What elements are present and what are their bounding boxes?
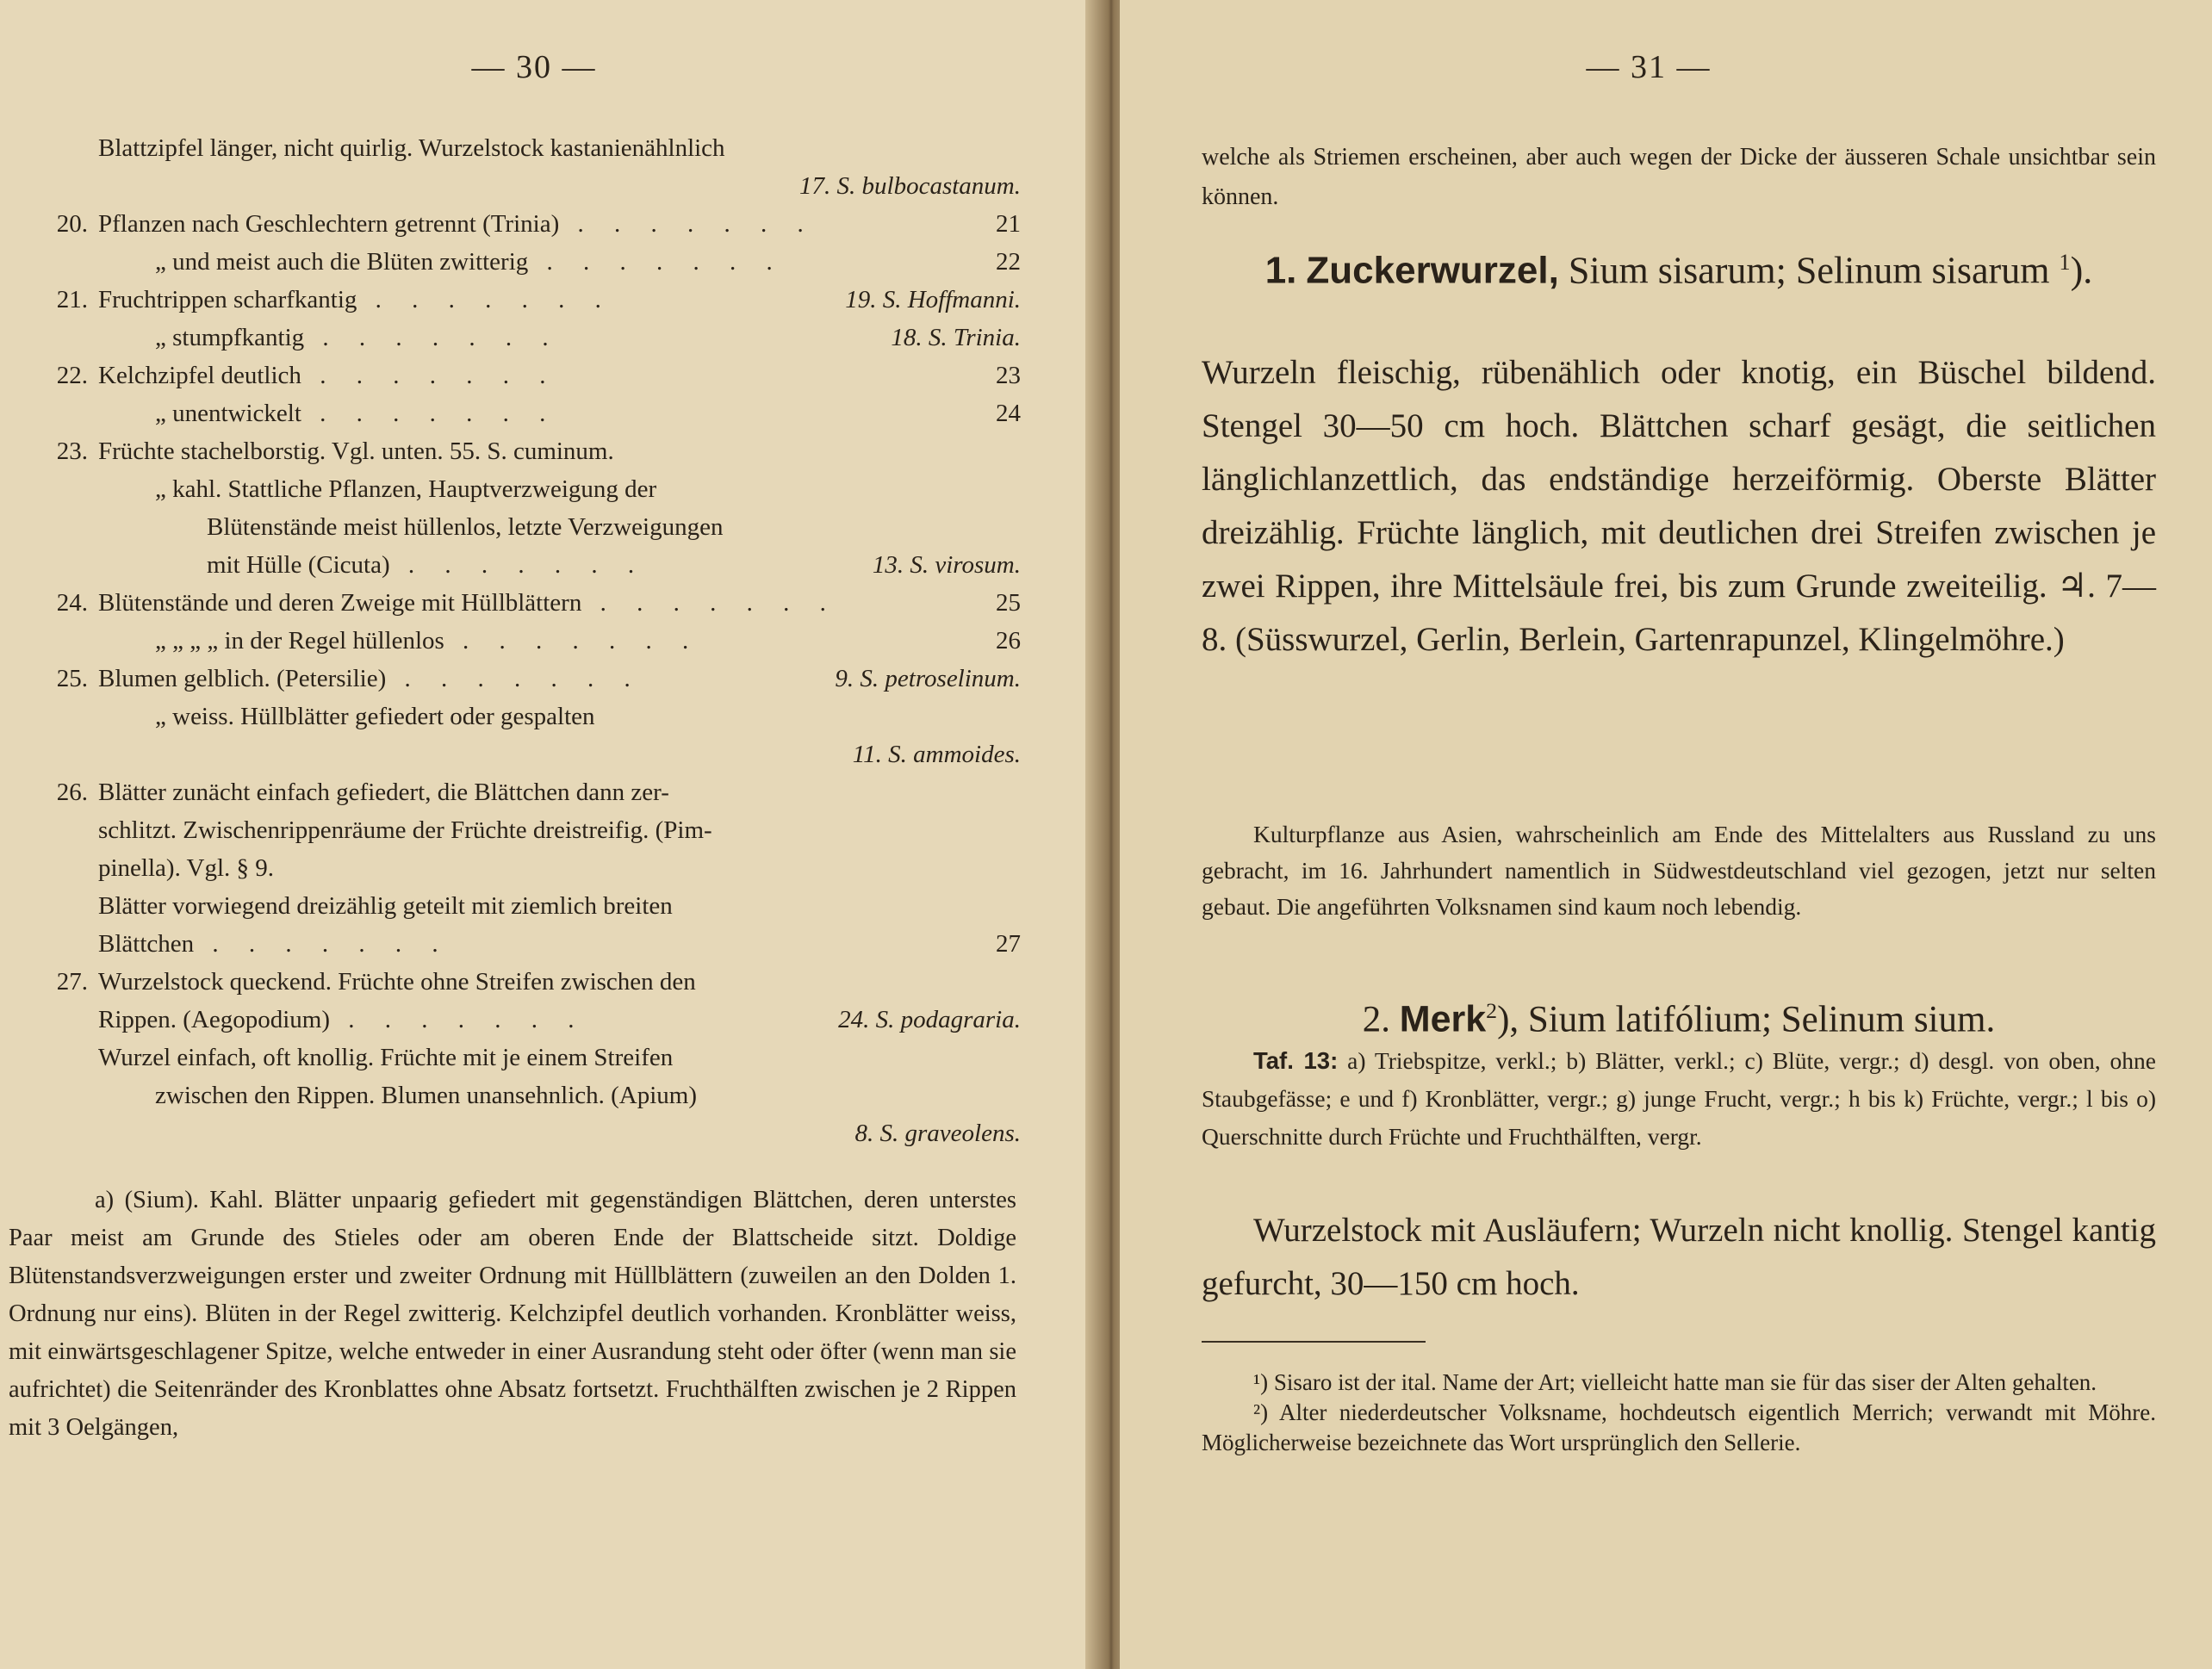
key-target: 26 <box>987 622 1021 660</box>
key-target: 13. S. virosum. <box>864 546 1021 584</box>
key-number: 24. <box>56 589 88 617</box>
key-line: 22. Kelchzipfel deutlich . . . . . . . 23 <box>26 357 1021 394</box>
key-line: Rippen. (Aegopodium) . . . . . . . 24. S. podagraria. <box>26 1001 1021 1039</box>
key-text: schlitzt. Zwischenrippenräume der Früchte dreistreifig. (Pim- <box>98 816 712 844</box>
key-line: „ stumpfkantig . . . . . . . 18. S. Trinia. <box>26 319 1021 357</box>
key-text: pinella). Vgl. § 9. <box>98 854 275 882</box>
key-line <box>26 129 1021 167</box>
key-text: Wurzel einfach, oft knollig. Früchte mit je einem Streifen <box>98 1044 674 1071</box>
key-target: 9. S. petroselinum. <box>826 660 1021 698</box>
footnote-rule <box>1202 1341 1426 1343</box>
key-line: Blättchen . . . . . . . 27 <box>26 925 1021 963</box>
right-page <box>1120 0 2212 1669</box>
species-reference: 11. S. ammoides. <box>852 741 1021 768</box>
key-line <box>26 167 1021 205</box>
page-number-right: — 31 — <box>1586 49 1712 85</box>
species-reference: 8. S. graveolens. <box>854 1120 1021 1147</box>
footnote-1: ¹) Sisaro ist der ital. Name der Art; vielleicht hatte man sie für das siser der Alten gehalten. <box>1253 1369 2097 1395</box>
key-text: Blättchen <box>98 930 195 958</box>
key-text: Wurzelstock queckend. Früchte ohne Streifen zwischen den <box>98 968 696 996</box>
key-line <box>26 811 1021 849</box>
footnotes <box>1202 1368 2156 1458</box>
key-number: 27. <box>56 968 88 996</box>
key-line: 24. Blütenstände und deren Zweige mit Hüllblättern . . . . . . . 25 <box>26 584 1021 622</box>
key-line <box>26 887 1021 925</box>
key-text: „ stumpfkantig <box>155 324 305 351</box>
heading-merk: 2. Merk$^2$), Sium latifólium; Selinum sium. <box>1362 998 1996 1040</box>
key-line <box>26 432 1021 470</box>
key-line: 20. Pflanzen nach Geschlechtern getrennt (Trinia) . . . . . . . 21 <box>26 205 1021 243</box>
identification-key <box>26 129 1021 1152</box>
key-number: 21. <box>56 286 88 313</box>
key-text: Kelchzipfel deutlich <box>98 362 301 389</box>
key-target: 24. S. podagraria. <box>830 1001 1021 1039</box>
key-target: 18. S. Trinia. <box>882 319 1021 357</box>
key-text: Pflanzen nach Geschlechtern getrennt (Trinia) <box>98 210 560 238</box>
key-text: Blütenstände und deren Zweige mit Hüllblättern <box>98 589 582 617</box>
key-text: mit Hülle (Cicuta) <box>207 551 390 579</box>
key-text: Blätter vorwiegend dreizählig geteilt mit ziemlich breiten <box>98 892 673 920</box>
key-target: 27 <box>987 925 1021 963</box>
key-line <box>26 470 1021 508</box>
section-a-sium-paragraph: a) (Sium). Kahl. Blätter unpaarig gefiedert mit gegenständigen Blättchen, deren unterstes Paar meist am Grunde des Stieles oder am oberen Ende der Blattscheide sitzt. Doldige Blütenstandsverzweigungen erster und zweiter Ordnung mit Hüllblättern (zuweilen an den Dolden 1. Ordnung nur eins). Blüten in der Regel zwitterig. Kelchzipfel deutlich vorhanden. Kronblätter weiss, mit einwärtsgeschlagener Spitze, welche entweder in einer Ausrandung steht oder öfter (wenn man sie aufrichtet) die Seitenränder des Kronblattes ohne Absatz fortsetzt. Fruchthälften zwischen je 2 Rippen mit 3 Oelgängen, <box>9 1187 1016 1441</box>
key-text: Blumen gelblich. (Petersilie) <box>98 665 387 692</box>
footnote-2: ²) Alter niederdeutscher Volksname, hochdeutsch eigentlich Merrich; verwandt mit Möhre. Möglicherweise bezeichnete das Wort ursprünglich den Sellerie. <box>1202 1399 2156 1455</box>
key-text: zwischen den Rippen. Blumen unansehnlich. (Apium) <box>155 1082 698 1109</box>
key-target: 21 <box>987 205 1021 243</box>
key-number: 23. <box>56 437 88 465</box>
key-line <box>26 963 1021 1001</box>
continued-text: welche als Striemen erscheinen, aber auch wegen der Dicke der äusseren Schale unsichtbar sein können. <box>1202 144 2156 210</box>
key-text: „ unentwickelt <box>155 400 301 427</box>
key-line: „ unentwickelt . . . . . . . 24 <box>26 394 1021 432</box>
key-target: 25 <box>987 584 1021 622</box>
key-line <box>26 1076 1021 1114</box>
zuckerwurzel-note: Kulturpflanze aus Asien, wahrscheinlich am Ende des Mittelalters aus Russland zu uns gebracht, im 16. Jahrhundert namentlich in Südwestdeutschland viel gezogen, jetzt nur selten gebaut. Die angeführten Volksnamen sind kaum noch lebendig. <box>1202 821 2156 920</box>
page-number-left: — 30 — <box>471 49 597 85</box>
key-target: 24 <box>987 394 1021 432</box>
zuckerwurzel-description: Wurzeln fleischig, rübenählich oder knotig, ein Büschel bildend. Stengel 30—50 cm hoch. Blättchen scharf gesägt, die seitlichen länglichlanzettlich, das endständige herzeiförmig. Oberste Blätter dreizählig. Früchte länglich, mit deutlichen drei Streifen zwischen je zwei Rippen, ihre Mittelsäule frei, bis zum Grunde zweiteilig. ♃. 7—8. (Süsswurzel, Gerlin, Berlein, Gartenrapunzel, Klingelmöhre.) <box>1202 354 2156 658</box>
key-line: „ und meist auch die Blüten zwitterig . . . . . . . 22 <box>26 243 1021 281</box>
key-text: Blätter zunächt einfach gefiedert, die Blättchen dann zer- <box>98 779 669 806</box>
key-line <box>26 1114 1021 1152</box>
key-line <box>26 735 1021 773</box>
key-text: Blattzipfel länger, nicht quirlig. Wurzelstock kastanienählnlich <box>98 134 725 162</box>
key-text: Früchte stachelborstig. Vgl. unten. 55. S. cuminum. <box>98 437 614 465</box>
key-number: 25. <box>56 665 88 692</box>
key-text: „ weiss. Hüllblätter gefiedert oder gespalten <box>155 703 595 730</box>
key-line <box>26 849 1021 887</box>
species-reference: 17. S. bulbocastanum. <box>799 172 1021 200</box>
key-target: 19. S. Hoffmanni. <box>836 281 1021 319</box>
key-text: „ „ „ „ in der Regel hüllenlos <box>155 627 444 655</box>
key-text: Blütenstände meist hüllenlos, letzte Verzweigungen <box>207 513 724 541</box>
left-page <box>0 0 1103 1669</box>
key-text: Rippen. (Aegopodium) <box>98 1006 331 1033</box>
key-target: 22 <box>987 243 1021 281</box>
key-line: 25. Blumen gelblich. (Petersilie) . . . . . . . 9. S. petroselinum. <box>26 660 1021 698</box>
key-line: „ „ „ „ in der Regel hüllenlos . . . . . . . 26 <box>26 622 1021 660</box>
key-number: 20. <box>56 210 88 238</box>
key-text: Fruchtrippen scharfkantig <box>98 286 357 313</box>
plate-caption: Taf. 13: a) Triebspitze, verkl.; b) Blätter, verkl.; c) Blüte, vergr.; d) desgl. von oben, ohne Staubgefässe; e und f) Kronblätter, vergr.; g) junge Frucht, vergr.; h bis k) Früchte, vergr.; l bis o) Querschnitte durch Früchte und Fruchthälften, vergr. <box>1202 1047 2157 1150</box>
key-line: 21. Fruchtrippen scharfkantig . . . . . . . 19. S. Hoffmanni. <box>26 281 1021 319</box>
key-text: „ und meist auch die Blüten zwitterig <box>155 248 529 276</box>
key-line <box>26 508 1021 546</box>
merk-description: Wurzelstock mit Ausläufern; Wurzeln nicht knollig. Stengel kantig gefurcht, 30—150 cm hoch. <box>1202 1212 2156 1302</box>
key-line <box>26 698 1021 735</box>
key-line <box>26 1039 1021 1076</box>
heading-zuckerwurzel: 1. Zuckerwurzel, Sium sisarum; Selinum sisarum $^1$). <box>1264 249 2093 292</box>
key-number: 26. <box>56 779 88 806</box>
key-text: „ kahl. Stattliche Pflanzen, Hauptverzweigung der <box>155 475 657 503</box>
key-line <box>26 773 1021 811</box>
key-line: mit Hülle (Cicuta) . . . . . . . 13. S. virosum. <box>26 546 1021 584</box>
key-target: 23 <box>987 357 1021 394</box>
key-number: 22. <box>56 362 88 389</box>
